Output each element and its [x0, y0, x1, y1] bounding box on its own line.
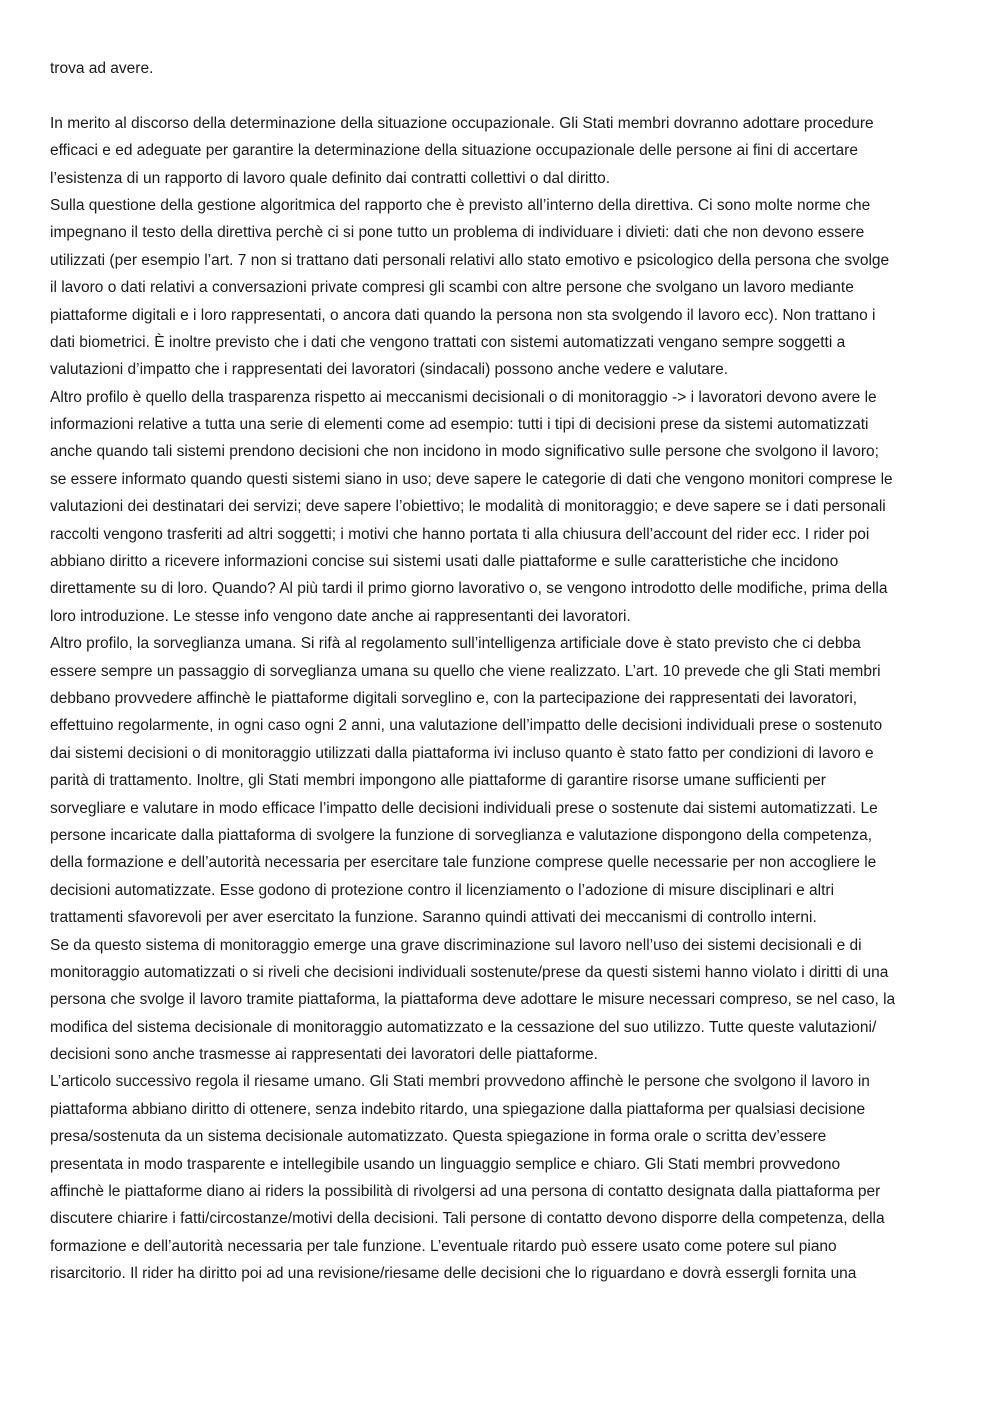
text-line: efficaci e ed adeguate per garantire la determinazione della situazione occupazionale delle persone ai fini di accertare [50, 142, 858, 160]
text-line: raccolti vengono trasferiti ad altri soggetti; i motivi che hanno portata ti alla chiusura dell’account del rider ecc. I rider poi [50, 525, 870, 543]
text-line: valutazioni d’impatto che i rappresentati dei lavoratori (sindacali) possono anche vedere e valutare. [50, 361, 729, 379]
text-line: se essere informato quando questi sistemi siano in uso; deve sapere le categorie di dati che vengono monitori comprese le [50, 470, 893, 488]
blank-line [50, 82, 955, 109]
text-line: impegnano il testo della direttiva perchè ci si pone tutto un problema di individuare i divieti: dati che non devono essere [50, 224, 865, 242]
text-line: Altro profilo, la sorveglianza umana. Si rifà al regolamento sull’intelligenza artificiale dove è stato previsto che ci debba [50, 635, 861, 653]
text-line: trova ad avere. [50, 60, 154, 77]
text-line: effettuino regolarmente, in ogni caso ogni 2 anni, una valutazione dell’impatto delle decisioni individuali prese o sostenuto [50, 717, 883, 735]
text-line: decisioni sono anche trasmesse ai rappresentati dei lavoratori delle piattaforme. [50, 1046, 598, 1064]
text-line: informazioni relative a tutta una serie di elementi come ad esempio: tutti i tipi di decisioni prese da sistemi automatizzati [50, 416, 869, 434]
text-line: parità di trattamento. Inoltre, gli Stati membri impongono alle piattaforme di garantire risorse umane sufficienti per [50, 772, 826, 790]
document-body [50, 55, 955, 1288]
text-line: sorvegliare e valutare in modo efficace l’impatto delle decisioni individuali prese o sostenute dai sistemi automatizzati. Le [50, 799, 878, 817]
text-line: L’articolo successivo regola il riesame umano. Gli Stati membri provvedono affinchè le persone che svolgono il lavoro in [50, 1073, 870, 1091]
text-line: debbano provvedere affinchè le piattaforme digitali sorveglino e, con la partecipazione dei rappresentati dei lavoratori, [50, 689, 858, 707]
text-line: utilizzati (per esempio l’art. 7 non si trattano dati personali relativi allo stato emotivo e psicologico della persona che svolge [50, 251, 890, 269]
text-line: piattaforme digitali e i loro rappresentati, o ancora dati quando la persona non sta svolgendo il lavoro ecc). Non trattano i [50, 306, 876, 324]
text-line: modifica del sistema decisionale di monitoraggio automatizzato e la cessazione del suo utilizzo. Tutte queste valutazioni/ [50, 1018, 877, 1036]
text-line: In merito al discorso della determinazione della situazione occupazionale. Gli Stati membri dovranno adottare procedure [50, 114, 874, 132]
text-line: l’esistenza di un rapporto di lavoro quale definito dai contratti collettivi o dal diritto. [50, 169, 611, 187]
text-line: dai sistemi decisioni o di monitoraggio utilizzati dalla piattaforma ivi incluso quanto è stato fatto per condizioni di lavoro e [50, 744, 874, 762]
text-line: discutere chiarire i fatti/circostanze/motivi della decisioni. Tali persone di contatto devono disporre della competenza, della [50, 1210, 885, 1228]
text-line: direttamente su di loro. Quando? Al più tardi il primo giorno lavorativo o, se vengono introdotto delle modifiche, prima della [50, 580, 888, 598]
text-line: abbiano diritto a ricevere informazioni concise sui sistemi usati dalle piattaforme e sulle caratteristiche che incidono [50, 553, 839, 571]
text-line: valutazioni dei destinatari dei servizi; deve sapere l’obiettivo; le modalità di monitoraggio; e deve sapere se i dati personali [50, 498, 886, 516]
text-line: persone incaricate dalla piattaforma di svolgere la funzione di sorveglianza e valutazione dispongono della competenza, [50, 826, 873, 844]
text-line: il lavoro o dati relativi a conversazioni private compresi gli scambi con altre persone che svolgano un lavoro mediante [50, 279, 854, 297]
text-line: dati biometrici. È inoltre previsto che i dati che vengono trattati con sistemi automatizzati vengano sempre soggetti a [50, 333, 846, 351]
text-line: Sulla questione della gestione algoritmica del rapporto che è previsto all’interno della direttiva. Ci sono molte norme che [50, 196, 871, 214]
text-line: della formazione e dell’autorità necessaria per esercitare tale funzione comprese quelle necessarie per non accogliere le [50, 854, 877, 872]
text-line: anche quando tali sistemi prendono decisioni che non incidono in modo significativo sulle persone che svolgono il lavoro; [50, 443, 879, 461]
text-line: trattamenti sfavorevoli per aver esercitato la funzione. Saranno quindi attivati dei meccanismi di controllo interni. [50, 909, 817, 927]
text-line: risarcitorio. Il rider ha diritto poi ad una revisione/riesame delle decisioni che lo riguardano e dovrà essergli fornita una [50, 1265, 857, 1283]
text-line: formazione e dell’autorità necessaria per tale funzione. L’eventuale ritardo può essere usato come potere sul piano [50, 1237, 837, 1255]
text-line: presentata in modo trasparente e intellegibile usando un linguaggio semplice e chiaro. Gli Stati membri provvedono [50, 1155, 841, 1173]
text-line: presa/sostenuta da un sistema decisionale automatizzato. Questa spiegazione in forma orale o scritta dev’essere [50, 1128, 827, 1146]
text-line: piattaforma abbiano diritto di ottenere, senza indebito ritardo, una spiegazione dalla piattaforma per qualsiasi decisione [50, 1100, 866, 1118]
text-line: essere sempre un passaggio di sorveglianza umana su quello che viene realizzato. L’art. 10 prevede che gli Stati membri [50, 662, 881, 680]
text-line: decisioni automatizzate. Esse godono di protezione contro il licenziamento o l’adozione di misure disciplinari e altri [50, 881, 835, 899]
text-line: affinchè le piattaforme diano ai riders la possibilità di rivolgersi ad una persona di contatto designata dalla piattaforma per [50, 1183, 881, 1201]
text-line: monitoraggio automatizzati o si riveli che decisioni individuali sostenute/prese da questi sistemi hanno violato i diritti di una [50, 963, 889, 981]
text-line: loro introduzione. Le stesse info vengono date anche ai rappresentanti dei lavoratori. [50, 607, 631, 625]
text-line: persona che svolge il lavoro tramite piattaforma, la piattaforma deve adottare le misure necessari compreso, se nel caso, la [50, 991, 896, 1009]
text-line: Altro profilo è quello della trasparenza rispetto ai meccanismi decisionali o di monitoraggio -> i lavoratori devono avere le [50, 388, 877, 406]
text-line: Se da questo sistema di monitoraggio emerge una grave discriminazione sul lavoro nell’uso dei sistemi decisionali e di [50, 936, 862, 954]
